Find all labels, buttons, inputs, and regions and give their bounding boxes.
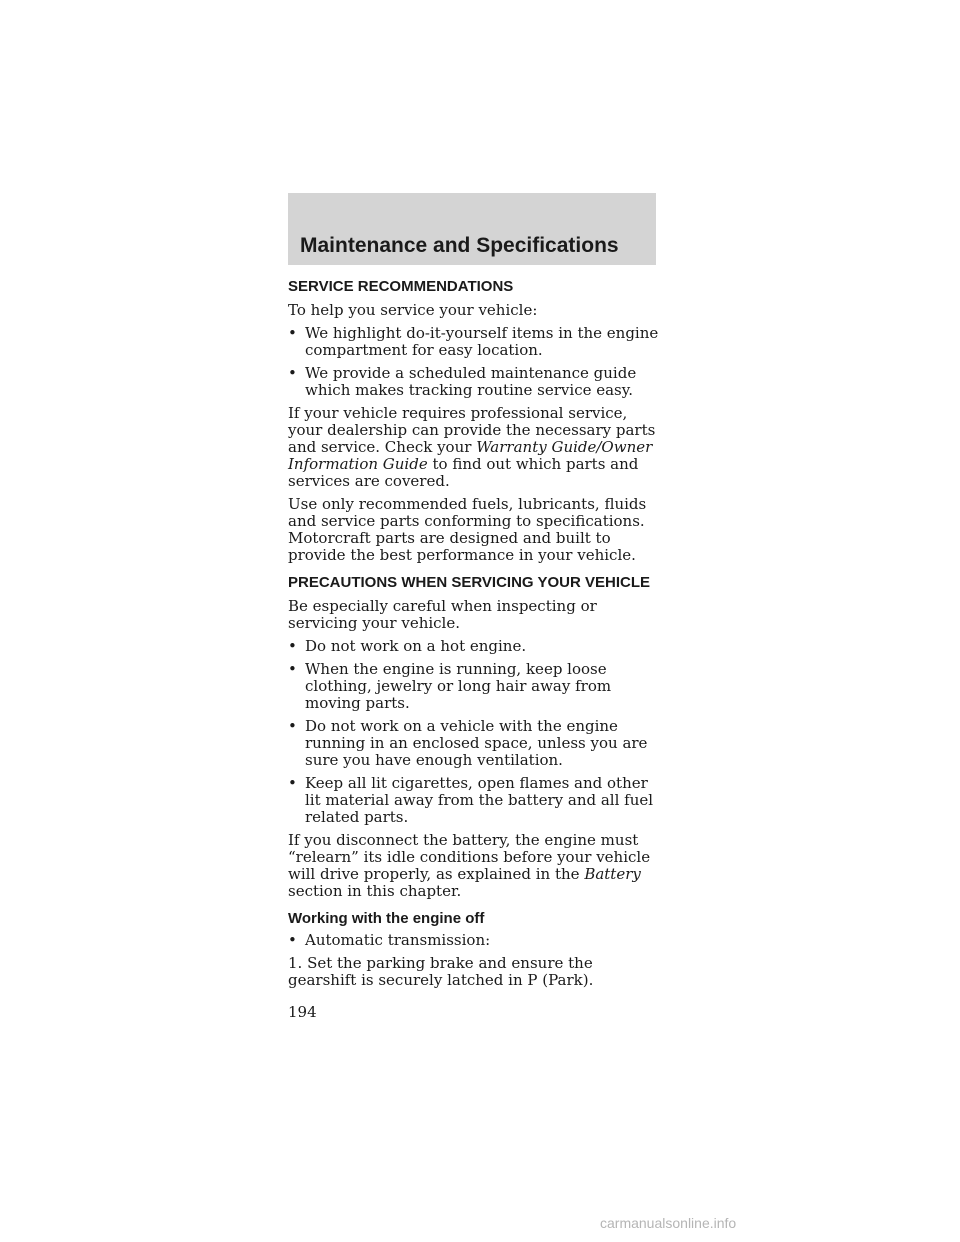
precautions-intro: Be especially careful when inspecting or servicing your vehicle. — [288, 597, 597, 632]
service-paragraph-warranty: If your vehicle requires professional service, your dealership can provide the necessary parts and service. Check your Warranty Guide/Owner Information Guide to find out which parts and services are covered. — [288, 404, 656, 490]
bullet-icon: • — [288, 717, 297, 735]
battery-section-reference: Battery — [584, 865, 641, 883]
bullet-icon: • — [288, 774, 297, 792]
service-paragraph-motorcraft: Use only recommended fuels, lubricants, fluids and service parts conforming to specifications. Motorcraft parts are designed and built to provide the best performance in your vehicle. — [288, 495, 647, 564]
page-number: 194 — [288, 1003, 317, 1021]
list-item: • Automatic transmission: — [288, 931, 491, 949]
chapter-title: Maintenance and Specifications — [300, 234, 619, 257]
step-1: 1. Set the parking brake and ensure the gearshift is securely latched in P (Park). — [288, 954, 594, 989]
bullet-icon: • — [288, 324, 297, 342]
list-item: • Do not work on a hot engine. — [288, 637, 527, 655]
battery-relearn-paragraph: If you disconnect the battery, the engine must “relearn” its idle conditions before your vehicle will drive properly, as explained in the Battery section in this chapter. — [288, 831, 651, 900]
bullet-icon: • — [288, 637, 297, 655]
service-intro: To help you service your vehicle: — [288, 301, 538, 319]
section-heading-service: SERVICE RECOMMENDATIONS — [288, 278, 514, 295]
warranty-guide-reference: Warranty Guide/Owner Information Guide — [288, 438, 653, 473]
list-item: • Do not work on a vehicle with the engine running in an enclosed space, unless you are sure you have enough ventilation. — [288, 717, 648, 769]
list-item: • We provide a scheduled maintenance guide which makes tracking routine service easy. — [288, 364, 637, 399]
page-content — [288, 278, 660, 995]
section-heading-precautions: PRECAUTIONS WHEN SERVICING YOUR VEHICLE — [288, 574, 650, 591]
list-item: • When the engine is running, keep loose clothing, jewelry or long hair away from moving parts. — [288, 660, 612, 712]
bullet-icon: • — [288, 660, 297, 678]
bullet-icon: • — [288, 364, 297, 382]
list-item: • Keep all lit cigarettes, open flames and other lit material away from the battery and all fuel related parts. — [288, 774, 654, 826]
list-item: • We highlight do-it-yourself items in the engine compartment for easy location. — [288, 324, 659, 359]
subheading-engine-off: Working with the engine off — [288, 910, 485, 927]
watermark: carmanualsonline.info — [600, 1215, 737, 1231]
bullet-icon: • — [288, 931, 297, 949]
